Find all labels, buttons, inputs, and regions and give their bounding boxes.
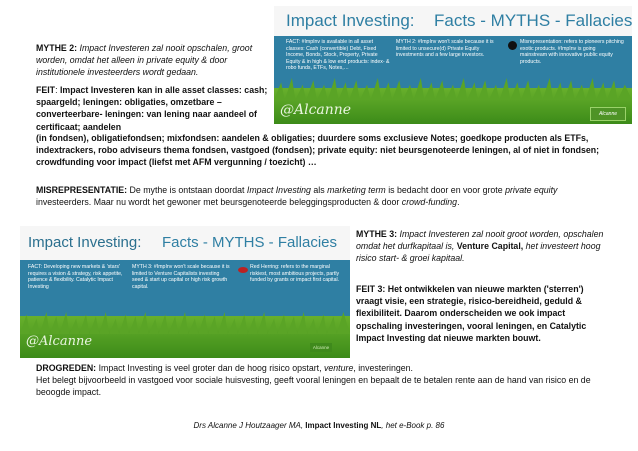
fish-icon	[238, 267, 248, 273]
slide-title: Impact Investing:	[28, 234, 142, 251]
slide-title: Impact Investing:	[286, 11, 415, 30]
misrepresentation-paragraph: MISREPRESENTATIE: De mythe is ontstaan doordat Impact Investing als marketing term is bedacht door en voor grote private equity investeerders. Maar nu wordt het gewoner met beursgenoteerde beleggingsproducten & door crowd-funding.	[36, 185, 558, 208]
feit-3-paragraph: FEIT 3: Het ontwikkelen van nieuwe markten ('sterren') vraagt visie, een strategie, risico-bereidheid, geduld & flexibiliteit. Daarom onderscheiden we ook impact opschaling investeringen, vooral leningen, en Catalytic Impact Investing dat nieuwe markten bouwt.	[356, 284, 587, 343]
feit-label: FEIT	[36, 85, 56, 95]
slide-red-herring-column: Red Herring: refers to the marginal riskiest, most ambitious projects, partly funded by grants or impact first capital.	[250, 264, 340, 284]
slide-myth-column: MYTH 3: #ImpInv won't scale because it is limited to Venture Capitalists investing seed & start up capital or high risk growth capital.	[132, 264, 230, 290]
feit-block-wide: (in fondsen), obligatiefondsen; mixfondsen: aandelen & obligaties; duurdere soms exclusieve Notes; goedkope producten als ETFs, indextrackers, robo adviseurs thema fondsen, vastgoed (fondsen); private equity: niet beursgenoteerde leningen, al of niet in fondsen; crowdfunding voor impact (liefst met AFM vergunning / toezicht) …	[36, 133, 600, 168]
slide-image-myth-2	[274, 6, 632, 124]
drogreden-paragraph: DROGREDEN: Impact Investing is veel groter dan de hoog risico opstart, venture, investeringen. Het belegt bijvoorbeeld in vastgoed voor sociale huisvesting, geeft vooral leningen en bepaalt de te betalen rente aan de hand van risico en de beoogde impact.	[36, 363, 591, 398]
slide-subtitle: Facts - MYTHS - Fallacies	[434, 11, 632, 30]
myth-3-paragraph: MYTHE 3: Impact Investeren zal nooit groot worden, opschalen omdat het durfkapitaal is, Venture Capital, het investeert hoog risico start- & groei kapitaal.	[356, 229, 604, 264]
slide-fact-column: FACT: #ImpInv is available in all asset classes: Cash (convertible) Debt, Fixed Income, Bonds, Stock, Property, Private Equity & in high & low end products: index- & robo funds, ETFs, Notes,…	[286, 39, 390, 72]
brand-badge: Alcanne	[590, 107, 626, 121]
brand-badge: Alcanne	[310, 343, 332, 352]
slide-misrepresentation-column: Misrepresentation: refers to pioneers pitching exotic products. #ImpInv is going mainstream with innovative public equity products.	[520, 39, 624, 65]
slide-title-bar	[20, 226, 350, 260]
slide-myth-column: MYTH 2: #ImpInv won't scale because it is limited to unsecure(d) Private Equity investments and a few large investors.	[396, 39, 494, 59]
feit-block-narrow: FEIT: Impact Investeren kan in alle asset classes: cash; spaargeld; leningen: obligaties, omzetbare –converteerbare- leningen: van lening naar aandeel of certificaat; aandelen	[36, 85, 268, 132]
myth-2-intro: MYTHE 2: Impact Investeren zal nooit opschalen, groot worden, omdat het alleen in private equity & door institutionele investeerders wordt gedaan.	[36, 43, 253, 78]
slide-fact-column: FACT: Developing new markets & 'stars' requires a vision & strategy, risk appetite, patience & flexibility. Catalytic Impact Investing	[28, 264, 123, 290]
footer-citation: Drs Alcanne J Houtzaager MA, Impact Investing NL, het e-Book p. 86	[193, 421, 445, 430]
watermark: @Alcanne	[280, 102, 352, 118]
slide-subtitle: Facts - MYTHS - Fallacies	[162, 234, 338, 251]
skull-icon	[508, 41, 517, 50]
slide-image-myth-3	[20, 226, 350, 358]
watermark: @Alcanne	[26, 334, 93, 349]
slide-title-bar	[274, 6, 632, 36]
